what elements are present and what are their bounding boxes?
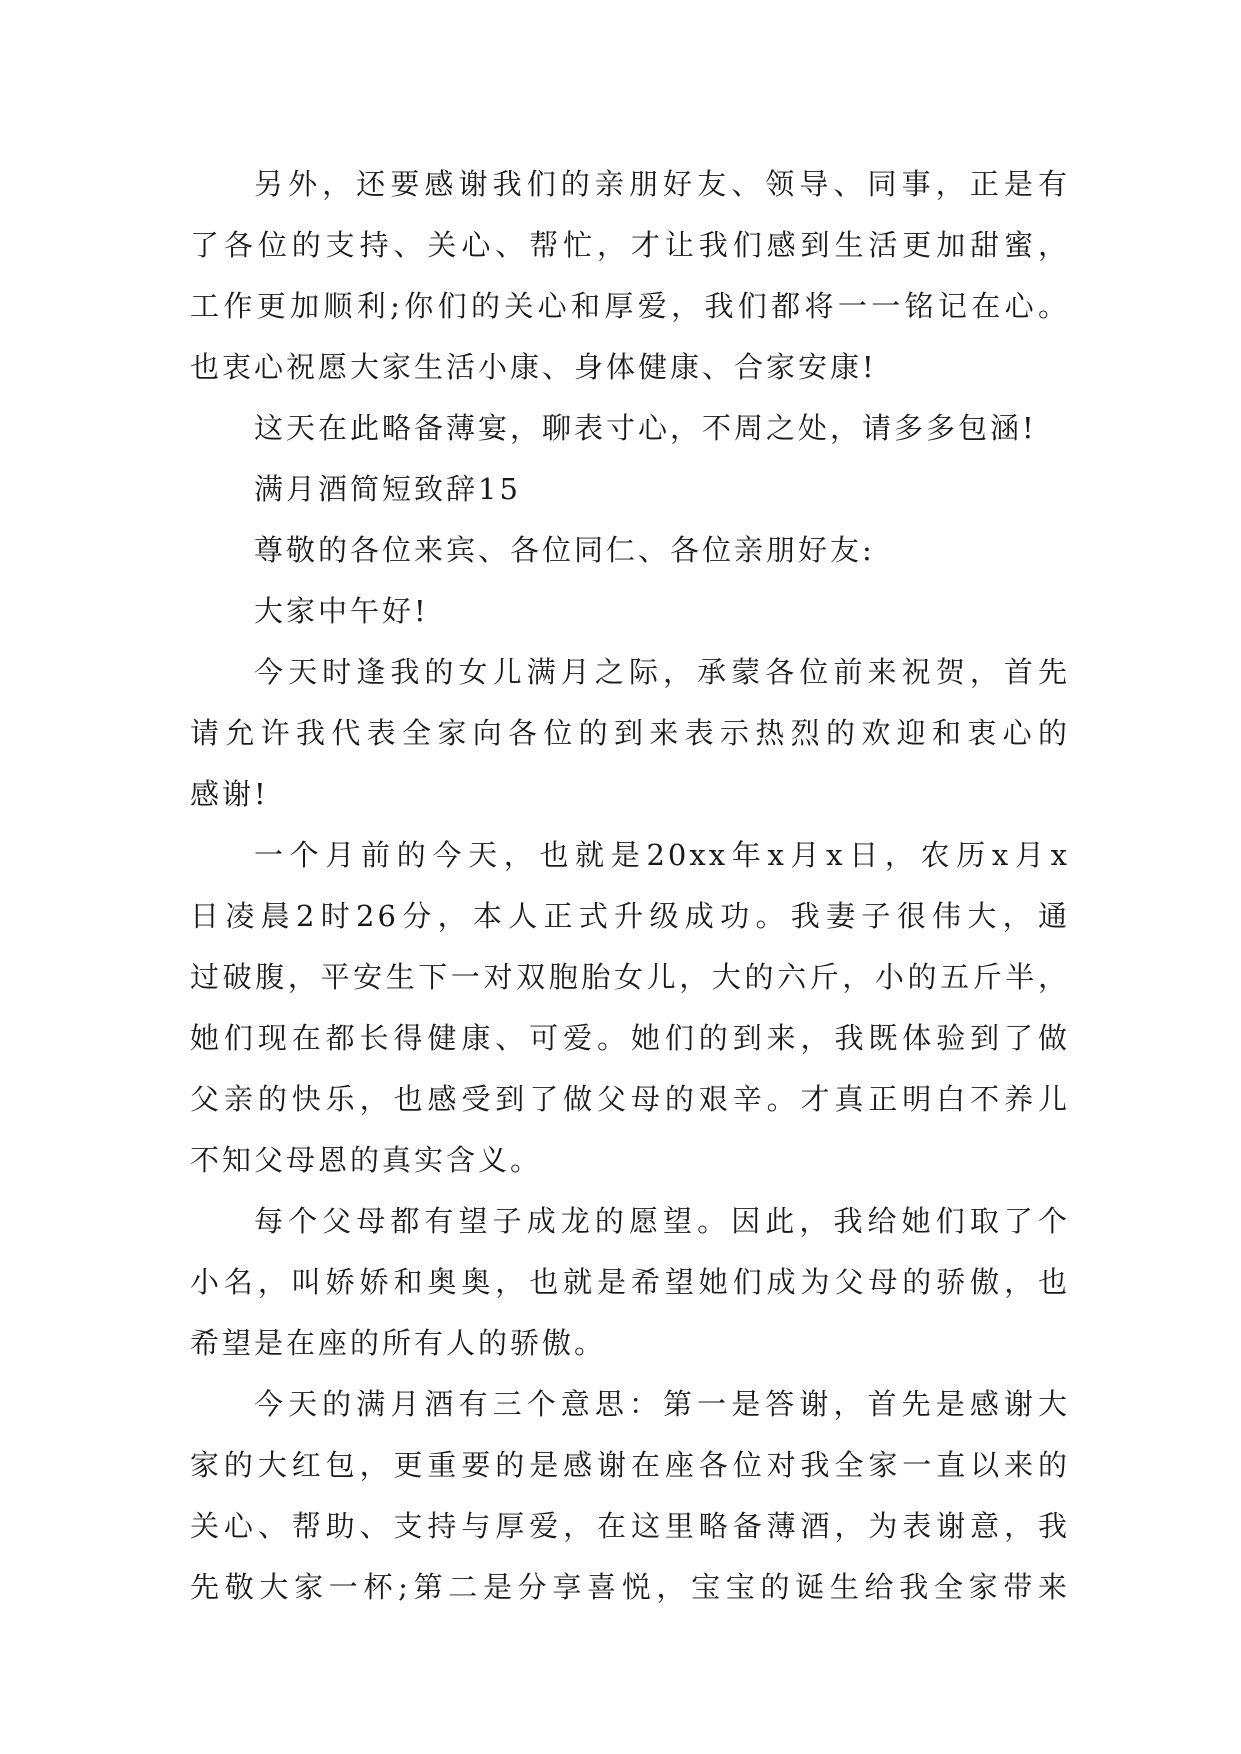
text-line: 过破腹，平安生下一对双胞胎女儿，大的六斤，小的五斤半，	[190, 960, 1070, 994]
text-line: 满月酒简短致辞15	[254, 472, 521, 506]
text-line: 尊敬的各位来宾、各位同仁、各位亲朋好友:	[254, 533, 875, 567]
text-line: 一个月前的今天，也就是20xx年x月x日，农历x月x	[254, 838, 1070, 872]
document-body	[190, 154, 1070, 1618]
text-line: 另外，还要感谢我们的亲朋好友、领导、同事，正是有	[254, 167, 1070, 201]
text-line: 先敬大家一杯;第二是分享喜悦，宝宝的诞生给我全家带来	[190, 1570, 1070, 1604]
text-line: 大家中午好!	[254, 594, 429, 628]
text-line: 关心、帮助、支持与厚爱，在这里略备薄酒，为表谢意，我	[190, 1509, 1070, 1543]
text-line: 日凌晨2时26分，本人正式升级成功。我妻子很伟大，通	[190, 899, 1070, 933]
text-line: 今天时逢我的女儿满月之际，承蒙各位前来祝贺，首先	[254, 655, 1070, 689]
text-line: 每个父母都有望子成龙的愿望。因此，我给她们取了个	[254, 1204, 1070, 1238]
text-line: 这天在此略备薄宴，聊表寸心，不周之处，请多多包涵!	[254, 411, 1037, 445]
text-line: 父亲的快乐，也感受到了做父母的艰辛。才真正明白不养儿	[190, 1082, 1070, 1116]
text-line: 家的大红包，更重要的是感谢在座各位对我全家一直以来的	[190, 1448, 1070, 1482]
text-line: 工作更加顺利;你们的关心和厚爱，我们都将一一铭记在心。	[190, 289, 1070, 323]
text-line: 请允许我代表全家向各位的到来表示热烈的欢迎和衷心的	[190, 716, 1070, 750]
text-line: 了各位的支持、关心、帮忙，才让我们感到生活更加甜蜜，	[190, 228, 1070, 262]
text-line: 小名，叫娇娇和奥奥，也就是希望她们成为父母的骄傲，也	[190, 1265, 1070, 1299]
text-line: 她们现在都长得健康、可爱。她们的到来，我既体验到了做	[190, 1021, 1070, 1055]
text-line: 今天的满月酒有三个意思：第一是答谢，首先是感谢大	[254, 1387, 1070, 1421]
text-line: 也衷心祝愿大家生活小康、身体健康、合家安康!	[190, 350, 877, 384]
text-line: 不知父母恩的真实含义。	[190, 1143, 543, 1177]
text-line: 希望是在座的所有人的骄傲。	[190, 1326, 607, 1360]
text-line: 感谢!	[190, 777, 269, 811]
